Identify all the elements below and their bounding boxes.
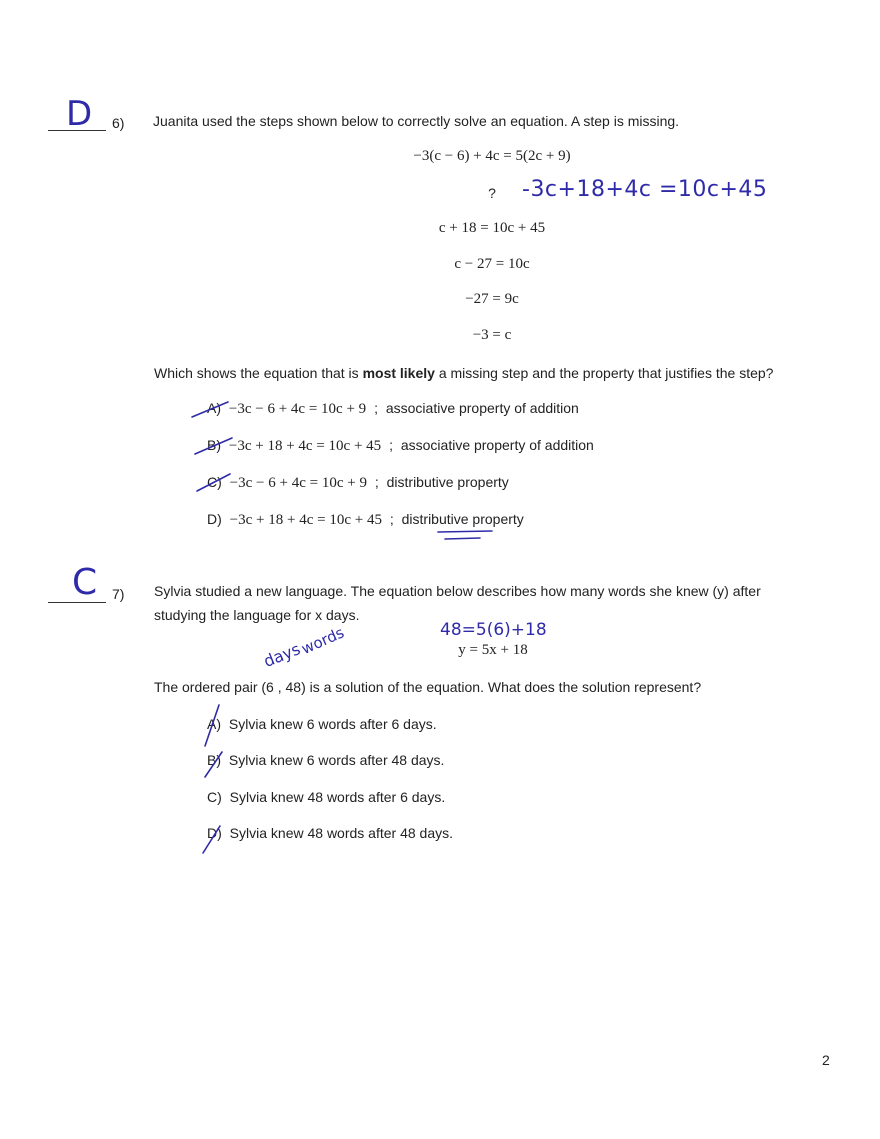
choice-property: associative property of addition xyxy=(400,437,594,453)
q6-choice-a xyxy=(207,400,579,418)
q6-choice-b xyxy=(207,437,594,455)
q7-handwritten-answer: C xyxy=(72,562,98,603)
choice-separator: ; xyxy=(374,474,379,490)
q6-choice-d xyxy=(207,511,524,529)
choice-letter: D) xyxy=(207,511,222,527)
q6-handwritten-step: -3c+18+4c =10c+45 xyxy=(522,177,768,202)
q6-number: 6) xyxy=(112,115,125,131)
q6-question-end: a missing step and the property that justifies the step? xyxy=(434,365,774,381)
q6-choice-c xyxy=(207,474,509,492)
choice-letter: B) xyxy=(207,752,221,768)
choice-text: Sylvia knew 6 words after 48 days. xyxy=(228,752,445,768)
choice-property: distributive property xyxy=(386,474,509,490)
q6-step-3: c + 18 = 10c + 45 xyxy=(438,220,546,236)
q6-answer-blank xyxy=(48,130,106,131)
q7-question: The ordered pair (6 , 48) is a solution of the equation. What does the solution represent? xyxy=(154,679,702,695)
q6-prompt: Juanita used the steps shown below to correctly solve an equation. A step is missing. xyxy=(153,113,680,129)
choice-letter: A) xyxy=(207,716,221,732)
choice-letter: A) xyxy=(207,400,221,416)
choice-separator: ; xyxy=(389,437,393,453)
q6-step-5: −27 = 9c xyxy=(465,291,519,307)
q6-question-emphasis: most likely xyxy=(362,365,435,381)
q6-underline-2 xyxy=(445,538,480,539)
q7-equation: y = 5x + 18 xyxy=(458,642,528,658)
q6-step-6: −3 = c xyxy=(472,327,512,343)
q7-prompt-line-1: Sylvia studied a new language. The equation below describes how many words she knew (y) after xyxy=(154,583,761,599)
choice-property: distributive property xyxy=(401,511,524,527)
choice-equation: −3c + 18 + 4c = 10c + 45 xyxy=(229,512,382,528)
choice-letter: C) xyxy=(207,474,222,490)
choice-separator: ; xyxy=(374,400,378,416)
choice-text: Sylvia knew 48 words after 6 days. xyxy=(229,789,446,805)
q7-handwritten-check: 48=5(6)+18 xyxy=(440,620,547,640)
choice-equation: −3c + 18 + 4c = 10c + 45 xyxy=(228,438,382,454)
choice-letter: C) xyxy=(207,789,222,805)
choice-letter: D) xyxy=(207,825,222,841)
q6-step-1: −3(c − 6) + 4c = 5(2c + 9) xyxy=(413,148,571,164)
choice-equation: −3c − 6 + 4c = 10c + 9 xyxy=(228,401,367,417)
q7-choice-b xyxy=(207,752,444,768)
q7-choice-a xyxy=(207,716,437,732)
q6-question xyxy=(154,365,773,381)
choice-text: Sylvia knew 48 words after 48 days. xyxy=(229,825,454,841)
q6-underline-1 xyxy=(438,531,492,532)
choice-letter: B) xyxy=(207,437,221,453)
q7-handwritten-days: days xyxy=(260,639,304,671)
q7-choice-d xyxy=(207,825,453,841)
choice-text: Sylvia knew 6 words after 6 days. xyxy=(228,716,437,732)
choice-property: associative property of addition xyxy=(385,400,579,416)
q7-answer-blank xyxy=(48,602,106,603)
page-number: 2 xyxy=(822,1052,830,1068)
q6-question-start: Which shows the equation that is xyxy=(154,365,363,381)
q6-step-4: c − 27 = 10c xyxy=(454,256,530,272)
q6-handwritten-answer: D xyxy=(66,94,93,134)
choice-separator: ; xyxy=(389,511,394,527)
q6-missing-step-marker: ? xyxy=(488,185,496,201)
q7-number: 7) xyxy=(112,586,125,602)
q7-choice-c xyxy=(207,789,445,805)
choice-equation: −3c − 6 + 4c = 10c + 9 xyxy=(229,475,367,491)
q7-prompt-line-2: studying the language for x days. xyxy=(154,607,360,623)
q7-handwritten-words: words xyxy=(298,623,347,658)
